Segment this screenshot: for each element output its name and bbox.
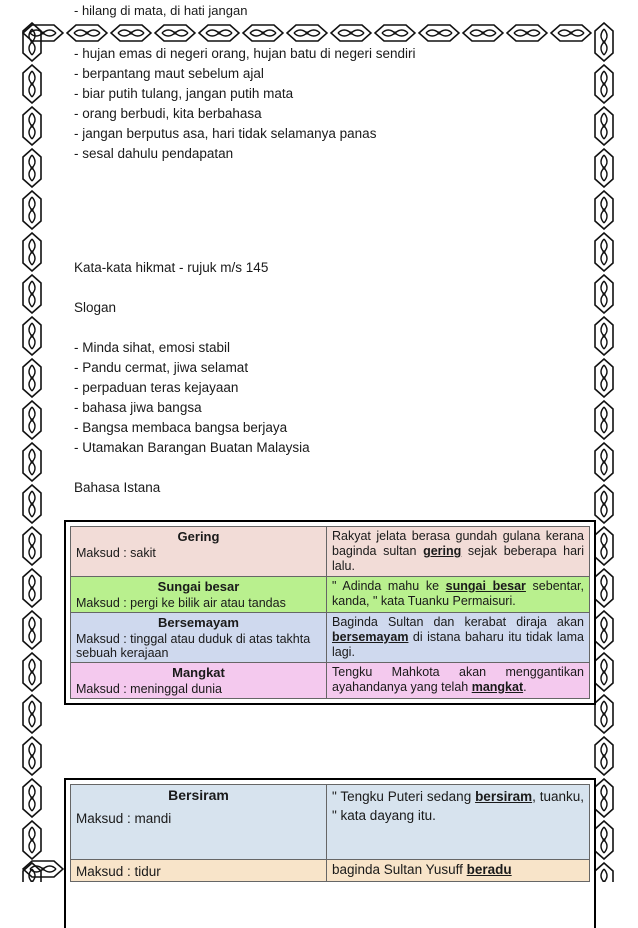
example-text: " Adinda mahu ke [332,579,446,593]
slogan-item: - Pandu cermat, jiwa selamat [74,360,249,375]
ornament-motif [594,64,614,104]
term-label: Mangkat [172,665,225,680]
ornament-motif [594,568,614,608]
ornamental-border-top [22,22,616,46]
ornament-motif [22,484,42,524]
ornament-motif [154,22,196,44]
ornament-motif [22,64,42,104]
ornament-motif [594,652,614,692]
ornament-motif [594,400,614,440]
bahasa-istana-table-2 [64,778,596,928]
peribahasa-item: - biar putih tulang, jangan putih mata [74,86,294,101]
ornament-motif [594,190,614,230]
ornament-motif [22,22,42,62]
example-sentence [327,527,590,577]
example-sentence [327,785,590,860]
table-row [71,577,590,613]
ornament-motif [550,22,592,44]
ornament-motif [594,106,614,146]
example-sentence [327,613,590,663]
example-text: sejak beberapa hari lalu. [332,544,584,573]
ornament-motif [242,22,284,44]
ornament-motif [110,22,152,44]
meaning-text: Maksud : tidur [76,864,161,879]
example-text: Baginda Sultan dan kerabat diraja akan [332,615,584,629]
table-row [71,663,590,699]
ornament-motif [594,862,614,882]
ornament-motif [22,568,42,608]
ornament-motif [22,190,42,230]
example-text: Rakyat jelata berasa gundah gulana kerana baginda sultan [332,529,584,558]
example-text: Tengku Mahkota akan menggantikan ayahandanya yang telah [332,665,584,694]
ornament-motif [22,442,42,482]
bahasa-istana-heading: Bahasa Istana [74,480,161,495]
keyword: gering [423,544,462,558]
ornament-motif [594,274,614,314]
slogan-item: - Bangsa membaca bangsa berjaya [74,420,288,435]
keyword: bersemayam [332,630,409,644]
example-text: . [523,680,527,694]
ornament-motif [22,148,42,188]
ornament-motif [594,358,614,398]
slogan-heading: Slogan [74,300,117,315]
ornament-motif [594,232,614,272]
keyword: sungai besar [445,579,526,593]
ornament-motif [22,820,42,860]
peribahasa-item: - sesal dahulu pendapatan [74,146,234,161]
ornament-motif [418,22,460,44]
table-row [71,785,590,860]
ornamental-border-right [594,22,616,882]
ornament-motif [594,736,614,776]
meaning-text: Maksud : pergi ke bilik air atau tandas [76,596,286,610]
example-sentence [327,860,590,882]
ornament-motif [22,736,42,776]
ornament-motif [594,778,614,818]
ornament-motif [22,526,42,566]
ornament-motif [22,778,42,818]
example-sentence [327,663,590,699]
document-body [74,44,574,498]
ornament-motif [594,484,614,524]
kata-kata-hikmat-line: Kata-kata hikmat - rujuk m/s 145 [74,260,269,275]
table-row [71,860,590,882]
example-text: , tuanku, " kata dayang itu. [332,789,584,823]
term-label: Bersiram [168,787,229,803]
ornament-motif [594,694,614,734]
table-row [71,527,590,577]
ornament-motif [594,22,614,62]
example-sentence [327,577,590,613]
slogan-item: - Minda sihat, emosi stabil [74,340,231,355]
top-line: - hilang di mata, di hati jangan [74,3,248,18]
ornament-motif [22,610,42,650]
slogan-item: - Utamakan Barangan Buatan Malaysia [74,440,310,455]
example-text: baginda Sultan Yusuff [332,862,467,877]
ornament-motif [462,22,504,44]
ornament-motif [506,22,548,44]
meaning-text: Maksud : tinggal atau duduk di atas takhta sebuah kerajaan [76,632,311,660]
ornament-motif [22,862,42,882]
keyword: mangkat [471,680,524,694]
ornament-motif [594,442,614,482]
term-label: Bersemayam [158,615,239,630]
keyword: bersiram [475,789,533,804]
ornament-motif [594,820,614,860]
ornament-motif [286,22,328,44]
ornament-motif [66,22,108,44]
meaning-text: Maksud : sakit [76,546,156,560]
ornament-motif [22,106,42,146]
meaning-text: Maksud : meninggal dunia [76,682,222,696]
ornamental-border-left [22,22,44,882]
example-text: " Tengku Puteri sedang [332,789,476,804]
term-label: Gering [177,529,220,544]
peribahasa-item: - jangan berputus asa, hari tidak selamanya panas [74,126,377,141]
peribahasa-item: - hujan emas di negeri orang, hujan batu di negeri sendiri [74,46,416,61]
peribahasa-item: - orang berbudi, kita berbahasa [74,106,262,121]
meaning-text: Maksud : mandi [76,811,172,826]
ornament-motif [22,694,42,734]
ornament-motif [594,610,614,650]
ornament-motif [374,22,416,44]
example-text: di istana baharu itu tidak lama lagi. [332,630,584,659]
ornament-motif [594,148,614,188]
ornament-motif [594,316,614,356]
ornament-motif [594,526,614,566]
ornament-motif [22,358,42,398]
peribahasa-item: - berpantang maut sebelum ajal [74,66,264,81]
keyword: beradu [466,862,512,877]
table-row [71,613,590,663]
slogan-item: - bahasa jiwa bangsa [74,400,202,415]
term-label: Sungai besar [157,579,240,594]
ornament-motif [22,400,42,440]
ornament-motif [22,274,42,314]
ornament-motif [22,652,42,692]
ornament-motif [22,232,42,272]
ornament-motif [330,22,372,44]
bahasa-istana-table-1 [64,520,596,705]
ornament-motif [22,316,42,356]
slogan-item: - perpaduan teras kejayaan [74,380,239,395]
ornament-motif [198,22,240,44]
example-text: sebentar, kanda, " kata Tuanku Permaisuri. [332,579,584,608]
